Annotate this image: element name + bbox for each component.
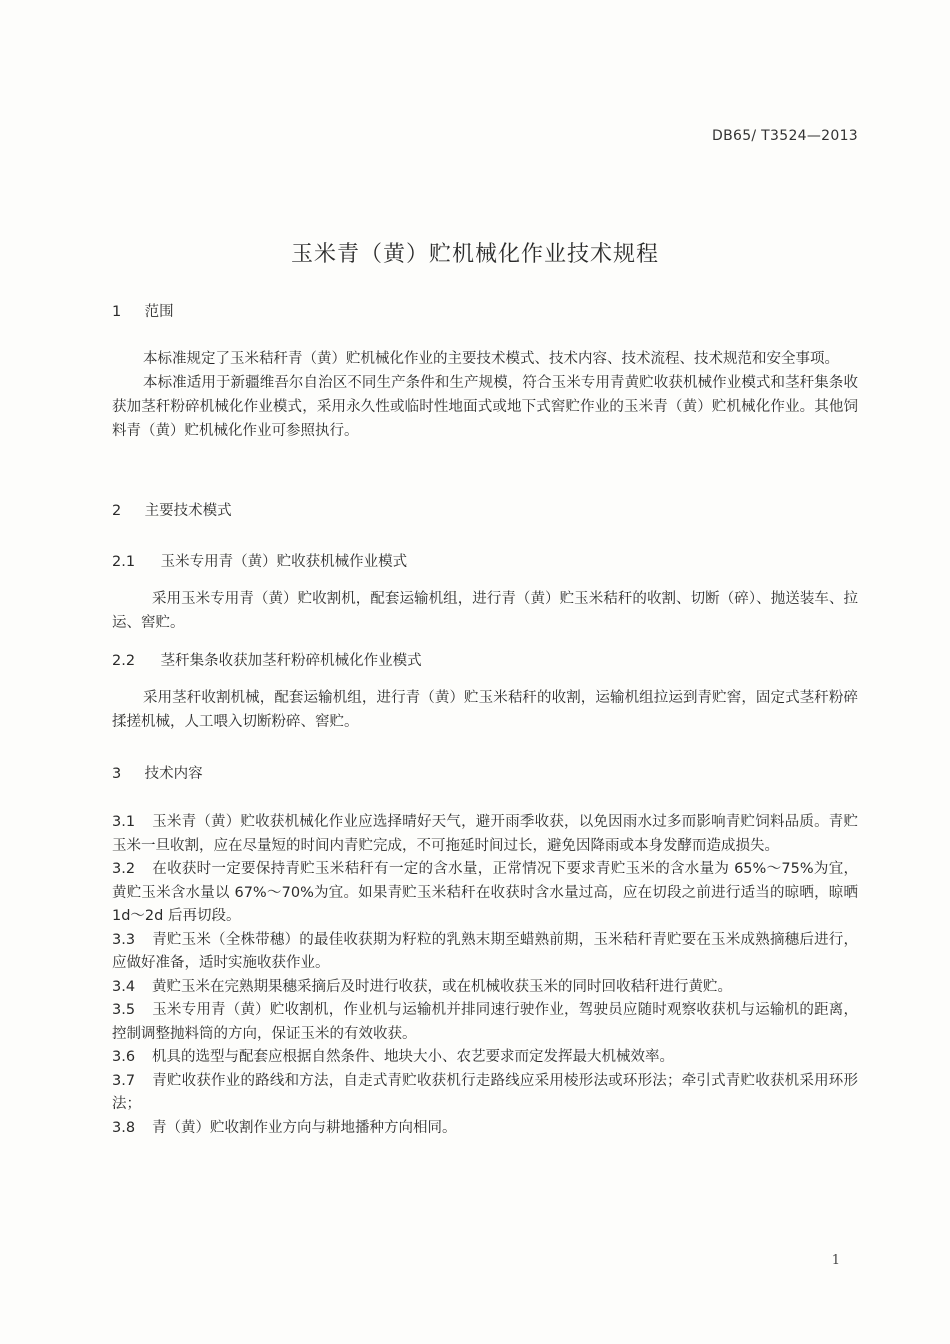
- clause-text: 青贮收获作业的路线和方法，自走式青贮收获机行走路线应采用棱形法或环形法；牵引式青贮收获机采用环形法；: [112, 1072, 858, 1112]
- section-2-1-heading: [112, 551, 858, 573]
- clause-number: 3.4: [112, 978, 136, 995]
- section-3-body: [112, 811, 858, 1140]
- clause-number: 3.2: [112, 861, 136, 877]
- paragraph: 本标准适用于新疆维吾尔自治区不同生产条件和生产规模，符合玉米专用青黄贮收获机械作业模式和茎秆集条收获加茎秆粉碎机械化作业模式，采用永久性或临时性地面式或地下式窖贮作业的玉米青（黄）贮机械化作业。其他饲料青（黄）贮机械化作业可参照执行。: [112, 375, 858, 439]
- section-1-heading: [112, 301, 858, 323]
- clause-text: 机具的选型与配套应根据自然条件、地块大小、农艺要求而定发挥最大机械效率。: [152, 1049, 674, 1065]
- clause-item: [112, 1117, 858, 1141]
- clause-item: [112, 858, 858, 929]
- clause-text: 青（黄）贮收割作业方向与耕地播种方向相同。: [152, 1119, 457, 1136]
- clause-number: 3.7: [112, 1072, 136, 1089]
- clause-text: 在收获时一定要保持青贮玉米秸秆有一定的含水量，正常情况下要求青贮玉米的含水量为 65%～75%为宜，黄贮玉米含水量以 67%～70%为宜。如果青贮玉米秸秆在收获时含水量过高，应在切段之前进行适当的晾晒，晾晒 1d～2d 后再切段。: [112, 861, 858, 924]
- subsection-title: 茎秆集条收获加茎秆粉碎机械化作业模式: [160, 653, 422, 669]
- paragraph: 采用玉米专用青（黄）贮收割机，配套运输机组，进行青（黄）贮玉米秸秆的收割、切断（碎）、抛送装车、拉运、窖贮。: [112, 591, 858, 631]
- section-1-body: [112, 347, 858, 443]
- clause-number: 3.3: [112, 931, 136, 948]
- clause-number: 3.6: [112, 1049, 136, 1065]
- clause-item: [112, 999, 858, 1046]
- section-number: 2: [112, 503, 122, 519]
- section-2-2-heading: [112, 650, 858, 672]
- section-number: 1: [112, 304, 122, 320]
- clause-text: 黄贮玉米在完熟期果穗采摘后及时进行收获，或在机械收获玉米的同时回收秸秆进行黄贮。: [152, 978, 732, 995]
- section-title: 主要技术模式: [144, 503, 232, 519]
- clause-item: [112, 811, 858, 858]
- section-title: 范围: [144, 304, 174, 320]
- clause-item: [112, 929, 858, 976]
- clause-text: 玉米青（黄）贮收获机械化作业应选择晴好天气，避开雨季收获，以免因雨水过多而影响青贮饲料品质。青贮玉米一旦收割，应在尽量短的时间内青贮完成，不可拖延时间过长，避免因降雨或本身发酵而造成损失。: [112, 814, 858, 854]
- clause-text: 青贮玉米（全株带穗）的最佳收获期为籽粒的乳熟末期至蜡熟前期，玉米秸秆青贮要在玉米成熟摘穗后进行，应做好准备，适时实施收获作业。: [112, 931, 858, 971]
- subsection-number: 2.2: [112, 653, 136, 669]
- subsection-title: 玉米专用青（黄）贮收获机械作业模式: [160, 554, 408, 570]
- document-title: 玉米青（黄）贮机械化作业技术规程: [290, 241, 659, 267]
- clause-number: 3.5: [112, 1002, 136, 1018]
- section-2-2-body: [112, 686, 858, 734]
- paragraph: 采用茎秆收割机械，配套运输机组，进行青（黄）贮玉米秸秆的收割，运输机组拉运到青贮窖，固定式茎秆粉碎揉搓机械，人工喂入切断粉碎、窖贮。: [112, 690, 858, 730]
- clause-number: 3.8: [112, 1119, 136, 1136]
- section-2-1-body: [112, 587, 858, 635]
- section-3-heading: [112, 763, 858, 785]
- clause-item: [112, 1046, 858, 1070]
- page-number: 1: [831, 1253, 840, 1268]
- section-title: 技术内容: [144, 766, 203, 782]
- section-number: 3: [112, 766, 122, 782]
- clause-item: [112, 1070, 858, 1117]
- clause-text: 玉米专用青（黄）贮收割机，作业机与运输机并排同速行驶作业，驾驶员应随时观察收获机与运输机的距离，控制调整抛料筒的方向，保证玉米的有效收获。: [112, 1002, 858, 1042]
- paragraph: 本标准规定了玉米秸秆青（黄）贮机械化作业的主要技术模式、技术内容、技术流程、技术规范和安全事项。: [143, 351, 839, 367]
- document-code: DB65/ T3524—2013: [712, 128, 858, 144]
- section-2-heading: [112, 500, 858, 522]
- subsection-number: 2.1: [112, 554, 136, 570]
- clause-number: 3.1: [112, 814, 136, 830]
- clause-item: [112, 976, 858, 1000]
